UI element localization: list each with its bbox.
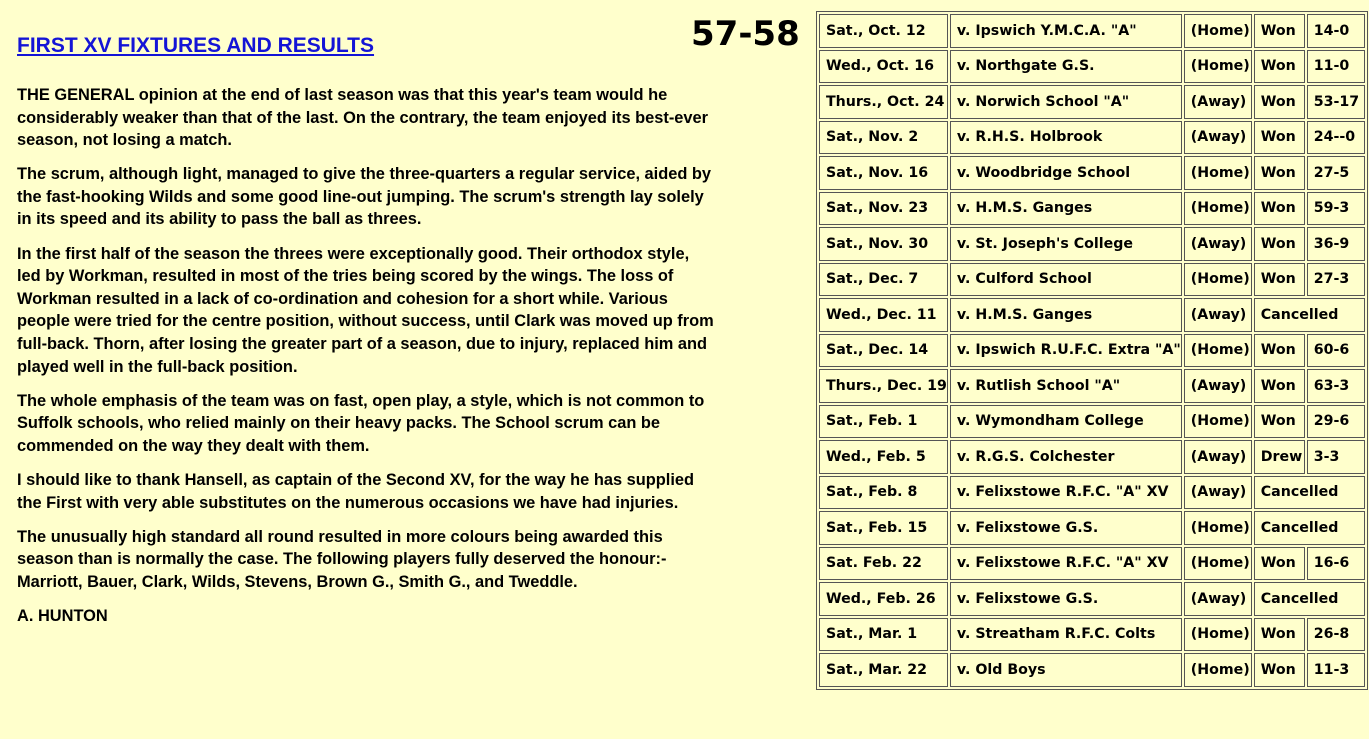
fixture-score: 11-3: [1307, 653, 1365, 687]
fixture-score: 27-3: [1307, 263, 1365, 297]
paragraph-line: the fast-hooking Wilds and some good line-out jumping. The scrum's strength lay solely: [17, 187, 704, 206]
fixture-venue: (Away): [1184, 85, 1252, 119]
paragraph-line: Marriott, Bauer, Clark, Wilds, Stevens, Brown G., Smith G., and Tweddle.: [17, 572, 578, 591]
paragraph-line: season, not losing a match.: [17, 131, 232, 150]
fixture-opponent: v. Ipswich R.U.F.C. Extra "A": [950, 334, 1182, 368]
fixture-date: Wed., Feb. 26: [819, 582, 948, 616]
fixture-row: [819, 511, 1365, 545]
season-label: 57-58: [691, 14, 800, 54]
fixture-opponent: v. H.M.S. Ganges: [950, 298, 1182, 332]
fixture-date: Sat. Feb. 22: [819, 547, 948, 581]
fixture-result: Cancelled: [1254, 511, 1365, 545]
fixture-venue: (Home): [1184, 547, 1252, 581]
fixture-venue: (Home): [1184, 653, 1252, 687]
fixture-row: [819, 192, 1365, 226]
fixture-opponent: v. Ipswich Y.M.C.A. "A": [950, 14, 1182, 48]
article-paragraph: [17, 469, 797, 514]
article-paragraph: [17, 526, 797, 594]
fixture-result: Won: [1254, 653, 1305, 687]
fixture-date: Wed., Dec. 11: [819, 298, 948, 332]
fixture-venue: (Away): [1184, 440, 1252, 474]
fixture-date: Wed., Feb. 5: [819, 440, 948, 474]
fixture-result: Won: [1254, 50, 1305, 84]
paragraph-line: commended on the way they dealt with them.: [17, 436, 370, 455]
article-paragraph: [17, 243, 797, 379]
fixture-row: [819, 298, 1365, 332]
paragraph-line: the First with very able substitutes on the numerous occasions we have had injuries.: [17, 493, 679, 512]
author-signature: A. HUNTON: [17, 606, 108, 625]
fixture-opponent: v. Old Boys: [950, 653, 1182, 687]
fixture-opponent: v. Felixstowe R.F.C. "A" XV: [950, 547, 1182, 581]
fixture-venue: (Away): [1184, 298, 1252, 332]
fixture-score: 3-3: [1307, 440, 1365, 474]
fixture-score: 11-0: [1307, 50, 1365, 84]
fixture-venue: (Home): [1184, 405, 1252, 439]
paragraph-line: The unusually high standard all round resulted in more colours being awarded this: [17, 527, 663, 546]
fixture-result: Cancelled: [1254, 298, 1365, 332]
fixtures-table: [816, 11, 1368, 690]
page-title[interactable]: FIRST XV FIXTURES AND RESULTS: [17, 34, 375, 57]
fixture-row: [819, 227, 1365, 261]
fixture-date: Sat., Mar. 22: [819, 653, 948, 687]
fixture-result: Won: [1254, 618, 1305, 652]
fixture-date: Wed., Oct. 16: [819, 50, 948, 84]
fixture-result: Won: [1254, 369, 1305, 403]
fixture-venue: (Away): [1184, 121, 1252, 155]
fixture-result: Won: [1254, 121, 1305, 155]
fixture-venue: (Home): [1184, 192, 1252, 226]
fixture-venue: (Away): [1184, 476, 1252, 510]
fixture-result: Won: [1254, 227, 1305, 261]
fixture-score: 29-6: [1307, 405, 1365, 439]
paragraph-line: Suffolk schools, who relied mainly on their heavy packs. The School scrum can be: [17, 414, 661, 433]
fixture-result: Won: [1254, 14, 1305, 48]
fixture-venue: (Home): [1184, 263, 1252, 297]
fixture-row: [819, 85, 1365, 119]
fixture-venue: (Home): [1184, 618, 1252, 652]
article-paragraph: [17, 84, 797, 152]
fixture-opponent: v. St. Joseph's College: [950, 227, 1182, 261]
fixture-opponent: v. Northgate G.S.: [950, 50, 1182, 84]
fixture-venue: (Home): [1184, 334, 1252, 368]
fixture-venue: (Home): [1184, 50, 1252, 84]
paragraph-line: led by Workman, resulted in most of the tries being scored by the wings. The loss of: [17, 267, 674, 286]
paragraph-line: full-back. Thorn, after losing the greater part of a season, due to injury, replaced him and: [17, 334, 708, 353]
fixture-date: Sat., Dec. 7: [819, 263, 948, 297]
fixture-row: [819, 653, 1365, 687]
fixture-date: Sat., Mar. 1: [819, 618, 948, 652]
fixture-opponent: v. H.M.S. Ganges: [950, 192, 1182, 226]
fixture-date: Thurs., Dec. 19: [819, 369, 948, 403]
fixture-row: [819, 156, 1365, 190]
fixture-score: 16-6: [1307, 547, 1365, 581]
fixture-row: [819, 369, 1365, 403]
fixture-row: [819, 121, 1365, 155]
fixture-opponent: v. Streatham R.F.C. Colts: [950, 618, 1182, 652]
fixture-row: [819, 582, 1365, 616]
fixture-result: Drew: [1254, 440, 1305, 474]
paragraph-line: THE GENERAL opinion at the end of last season was that this year's team would he: [17, 86, 668, 104]
fixture-row: [819, 14, 1365, 48]
fixture-score: 60-6: [1307, 334, 1365, 368]
fixture-venue: (Home): [1184, 14, 1252, 48]
fixture-result: Won: [1254, 547, 1305, 581]
paragraph-line: played well in the full-back position.: [17, 357, 298, 376]
fixture-result: Won: [1254, 85, 1305, 119]
fixture-date: Sat., Nov. 16: [819, 156, 948, 190]
fixture-venue: (Away): [1184, 227, 1252, 261]
fixture-score: 36-9: [1307, 227, 1365, 261]
paragraph-line: considerably weaker than that of the last. On the contrary, the team enjoyed its best-ever: [17, 108, 709, 127]
fixture-opponent: v. R.G.S. Colchester: [950, 440, 1182, 474]
fixture-result: Won: [1254, 263, 1305, 297]
fixture-row: [819, 618, 1365, 652]
paragraph-line: The whole emphasis of the team was on fast, open play, a style, which is not common to: [17, 391, 705, 410]
fixture-result: Won: [1254, 405, 1305, 439]
fixture-result: Cancelled: [1254, 582, 1365, 616]
fixture-date: Sat., Nov. 30: [819, 227, 948, 261]
fixture-row: [819, 476, 1365, 510]
fixture-date: Sat., Nov. 2: [819, 121, 948, 155]
fixture-date: Sat., Feb. 15: [819, 511, 948, 545]
fixture-date: Sat., Dec. 14: [819, 334, 948, 368]
paragraph-line: In the first half of the season the threes were exceptionally good. Their orthodox style,: [17, 244, 690, 263]
fixture-date: Sat., Feb. 1: [819, 405, 948, 439]
paragraph-line: people were tried for the centre position, without success, until Clark was moved up from: [17, 312, 714, 331]
fixture-venue: (Home): [1184, 511, 1252, 545]
fixture-score: 27-5: [1307, 156, 1365, 190]
fixture-row: [819, 547, 1365, 581]
fixture-opponent: v. Norwich School "A": [950, 85, 1182, 119]
fixture-row: [819, 50, 1365, 84]
fixture-opponent: v. Felixstowe G.S.: [950, 582, 1182, 616]
fixture-date: Sat., Nov. 23: [819, 192, 948, 226]
fixture-score: 26-8: [1307, 618, 1365, 652]
fixture-score: 59-3: [1307, 192, 1365, 226]
fixture-result: Cancelled: [1254, 476, 1365, 510]
fixture-opponent: v. Felixstowe R.F.C. "A" XV: [950, 476, 1182, 510]
fixture-opponent: v. Woodbridge School: [950, 156, 1182, 190]
fixture-row: [819, 440, 1365, 474]
fixture-result: Won: [1254, 334, 1305, 368]
fixture-venue: (Home): [1184, 156, 1252, 190]
fixture-date: Thurs., Oct. 24: [819, 85, 948, 119]
fixture-result: Won: [1254, 156, 1305, 190]
fixture-row: [819, 405, 1365, 439]
fixture-venue: (Away): [1184, 582, 1252, 616]
article-body: [17, 84, 797, 627]
paragraph-line: season than is normally the case. The following players fully deserved the honour:-: [17, 550, 667, 569]
fixture-score: 63-3: [1307, 369, 1365, 403]
fixture-opponent: v. Culford School: [950, 263, 1182, 297]
fixture-venue: (Away): [1184, 369, 1252, 403]
fixture-opponent: v. Felixstowe G.S.: [950, 511, 1182, 545]
fixture-result: Won: [1254, 192, 1305, 226]
fixture-opponent: v. R.H.S. Holbrook: [950, 121, 1182, 155]
paragraph-line: The scrum, although light, managed to give the three-quarters a regular service, aided by: [17, 165, 712, 184]
fixture-row: [819, 263, 1365, 297]
fixture-date: Sat., Oct. 12: [819, 14, 948, 48]
fixture-row: [819, 334, 1365, 368]
fixture-opponent: v. Wymondham College: [950, 405, 1182, 439]
paragraph-line: in its speed and its ability to pass the ball as threes.: [17, 210, 422, 229]
article-paragraph: [17, 163, 797, 231]
paragraph-line: Workman resulted in a lack of co-ordination and cohesion for a short while. Various: [17, 289, 668, 308]
fixture-date: Sat., Feb. 8: [819, 476, 948, 510]
fixture-score: 53-17: [1307, 85, 1365, 119]
paragraph-line: I should like to thank Hansell, as captain of the Second XV, for the way he has supplied: [17, 470, 695, 489]
fixture-score: 14-0: [1307, 14, 1365, 48]
fixture-opponent: v. Rutlish School "A": [950, 369, 1182, 403]
fixture-score: 24--0: [1307, 121, 1365, 155]
article-paragraph: [17, 390, 797, 458]
